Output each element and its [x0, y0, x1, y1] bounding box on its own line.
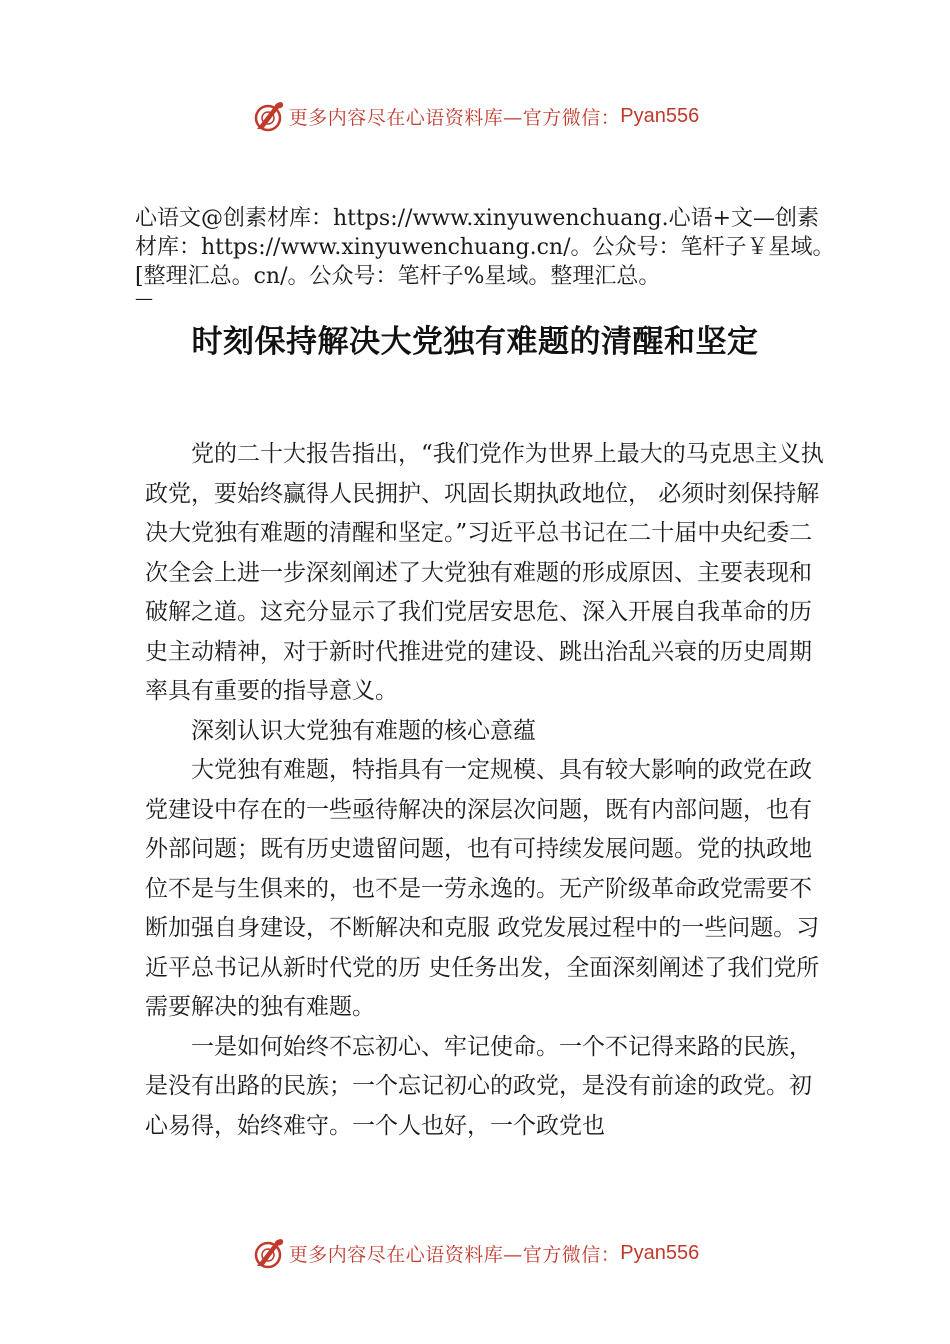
bottom-banner	[0, 1233, 950, 1273]
quill-seal-icon	[251, 99, 285, 133]
paragraph-intro: 党的二十大报告指出，“我们党作为世界上最大的马克思主义执政党，要始终赢得人民拥护、巩固长期执政地位， 必须时刻保持解决大党独有难题的清醒和坚定。”习近平总书记在二十届中央纪委二次全会上进一步深刻阐述了大党独有难题的形成原因、主要表现和破解之道。这充分显示了我们党居安思危、深入开展自我革命的历史主动精神，对于新时代推进党的建设、跳出治乱兴衰的历史周期率具有重要的指导意义。	[145, 441, 824, 704]
paragraph-point-one: 一是如何始终不忘初心、牢记使命。一个不记得来路的民族，是没有出路的民族；一个忘记初心的政党，是没有前途的政党。初心易得，始终难守。一个人也好，一个政党也	[145, 1033, 812, 1139]
quill-seal-icon	[251, 1236, 285, 1270]
banner-text: 更多内容尽在心语资料库—官方微信：	[288, 106, 621, 129]
banner-text: 更多内容尽在心语资料库—官方微信：	[288, 1243, 621, 1266]
source-header	[135, 204, 835, 307]
banner-wechat-id: Pyan556	[620, 1241, 700, 1264]
source-header-text: 心语文@创素材库：https://www.xinyuwenchuang.心语+文—创素材库：https://www.xinyuwenchuang.cn/。公众号：笔杆子￥星域。[整理汇总。cn/。公众号：笔杆子%星域。整理汇总。	[135, 206, 835, 289]
section-heading: 深刻认识大党独有难题的核心意蕴	[191, 717, 536, 744]
banner-wechat-id: Pyan556	[620, 104, 700, 127]
header-dash: —	[135, 288, 153, 309]
paragraph-definition: 大党独有难题，特指具有一定规模、具有较大影响的政党在政党建设中存在的一些亟待解决的深层次问题，既有内部问题，也有外部问题；既有历史遗留问题，也有可持续发展问题。党的执政地位不是与生俱来的，也不是一劳永逸的。无产阶级革命政党需要不断加强自身建设，不断解决和克服 政党发展过程中的一些问题。习近平总书记从新时代党的历 史任务出发，全面深刻阐述了我们党所需要解决的独有难题。	[145, 757, 820, 1020]
document-body	[145, 435, 825, 1146]
document-title: 时刻保持解决大党独有难题的清醒和坚定	[191, 324, 759, 360]
top-banner	[0, 96, 950, 136]
